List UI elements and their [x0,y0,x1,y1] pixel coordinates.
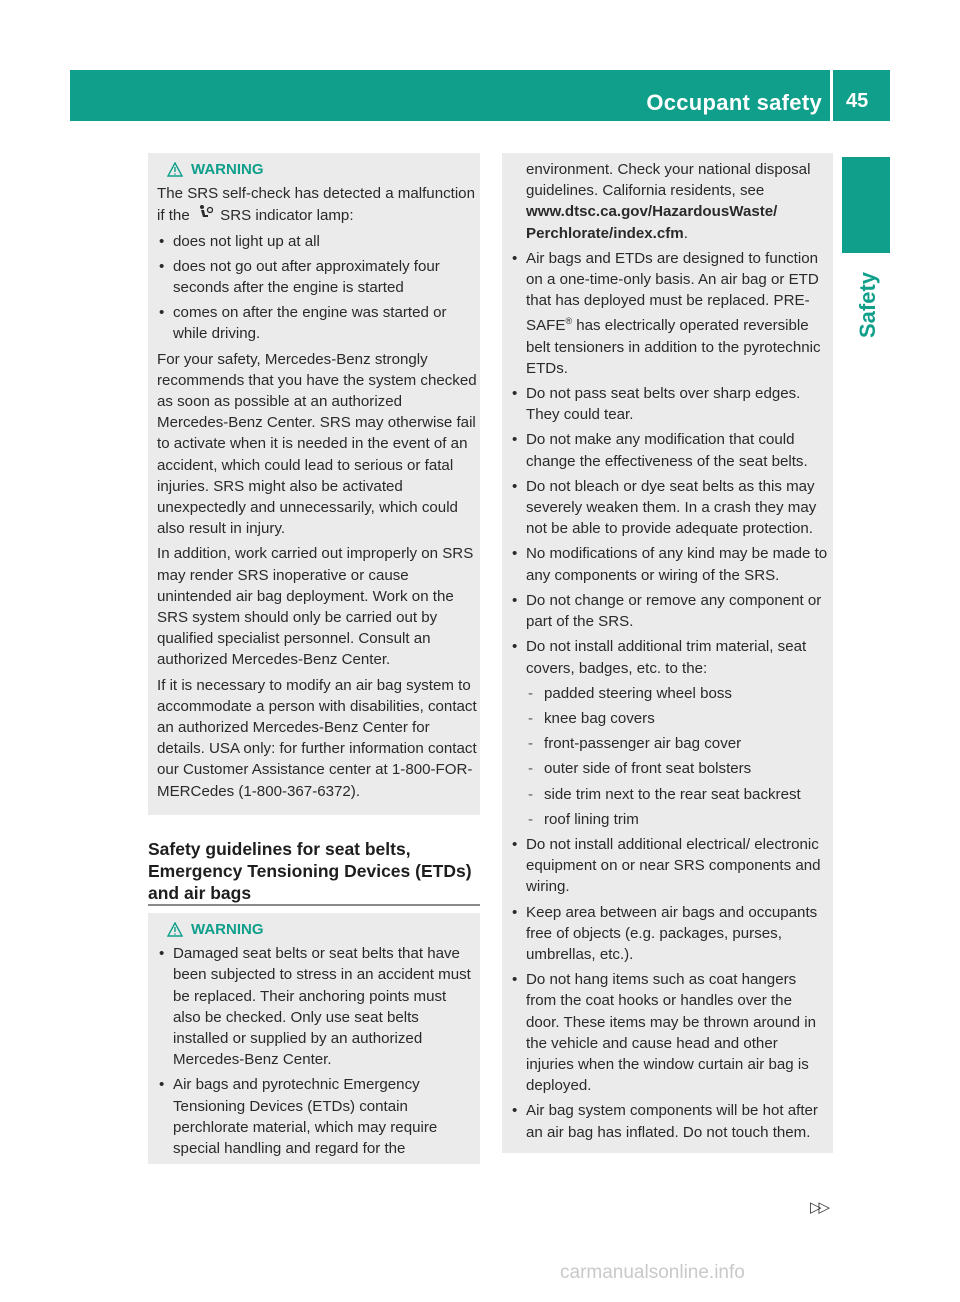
page-number: 45 [846,90,869,112]
warning-heading [157,159,477,180]
list-item: • Do not hang items such as coat hangers from the coat hooks or handles over the door. These items may be thrown around in the vehicle and cause head and other injuries when the window curtain air bag is deployed. [510,969,828,1096]
seatbelt-warning-content [157,919,477,1163]
list-item: • No modifications of any kind may be made to any components or wiring of the SRS. [510,543,828,585]
warning-heading-text: WARNING [191,161,264,178]
list-item: • Do not bleach or dye seat belts as this may severely weaken them. In a crash they may not be able to provide adequate protection. [510,476,828,540]
list-item: • Keep area between air bags and occupants free of objects (e.g. packages, purses, umbrellas, etc.). [510,902,828,966]
list-item: • Air bags and pyrotechnic Emergency Tensioning Devices (ETDs) contain perchlorate material, which may require special handling and regard for the [157,1074,477,1159]
list-item: • Do not install additional electrical/ electronic equipment on or near SRS components and wiring. [510,834,828,898]
header-divider [830,70,833,121]
right-column-content [510,159,828,1147]
airbag-bullet-text: Air bags and ETDs are designed to function on a one-time-only basis. An air bag or ETD that has deployed must be replaced. PRE-SAFE [526,249,819,335]
registered-mark: ® [565,316,573,327]
airbag-bullet-text-end: has electrically operated reversible belt tensioners in addition to the pyrotechnic ETDs. [526,317,821,377]
seatbelt-bullet-list [157,943,477,1159]
trim-bullet-text: Do not install additional trim material, seat covers, badges, etc. to the: [526,638,807,677]
dtsc-link[interactable]: www.dtsc.ca.gov/HazardousWaste/ Perchlorate/index.cfm [526,203,778,242]
footer-watermark: carmanualsonline.info [560,1262,745,1283]
list-item: • does not light up at all [157,231,477,252]
paragraph: In addition, work carried out improperly on SRS may render SRS inoperative or cause unintended air bag deployment. Work on the SRS system should only be carried out by qualified specialist personnel. Consult an authorized Mercedes-Benz Center. [157,545,474,669]
section-heading: Safety guidelines for seat belts, Emergency Tensioning Devices (ETDs) and air bags [148,839,472,903]
section-side-label: Safety [855,271,880,339]
list-item: • Do not make any modification that could change the effectiveness of the seat belts. [510,429,828,471]
list-item: • Damaged seat belts or seat belts that have been subjected to stress in an accident must be replaced. Their anchoring points must also be checked. Only use seat belts installed or supplied by an authorized Mercedes-Benz Center. [157,943,477,1070]
warning-triangle-icon [167,162,183,177]
warning-intro-end: SRS indicator lamp: [220,207,354,225]
continuation-text: environment. Check your national disposal guidelines. California residents, see [526,161,811,200]
list-item [510,248,828,379]
srs-bullet-list [157,231,477,345]
list-item [510,636,828,830]
sub-list-item: - roof lining trim [526,809,828,830]
paragraph: If it is necessary to modify an air bag system to accommodate a person with disabilities, contact an authorized Mercedes-Benz Center for details. USA only: for further information contact our Customer Assistance center at 1-800-FOR-MERCedes (1-800-367-6372). [157,676,477,800]
list-item: • Do not pass seat belts over sharp edges. They could tear. [510,383,828,425]
list-item: • Do not change or remove any component or part of the SRS. [510,590,828,632]
sub-list-item: - outer side of front seat bolsters [526,758,828,779]
warning-heading-text: WARNING [191,921,264,938]
list-item: • comes on after the engine was started or while driving. [157,302,477,344]
warning-intro [157,183,477,226]
continue-arrow-icon: ▷▷ [810,1199,828,1216]
sub-list-item: - knee bag covers [526,708,828,729]
continuation-end: . [683,224,688,242]
sub-list-item: - padded steering wheel boss [526,683,828,704]
sub-list-item: - front-passenger air bag cover [526,733,828,754]
page-title: Occupant safety [646,90,822,115]
list-item: • Air bag system components will be hot after an air bag has inflated. Do not touch them. [510,1100,828,1142]
paragraph: For your safety, Mercedes-Benz strongly recommends that you have the system checked as soon as possible at an authorized Mercedes-Benz Center. SRS may otherwise fail to activate when it is needed in the event of an accident, which could lead to serious or fatal injuries. SRS might also be activated unexpectedly and unnecessarily, which could also result in injury. [157,350,477,538]
warning-triangle-icon [167,922,183,937]
trim-sub-list [526,683,828,830]
sub-list-item: - side trim next to the rear seat backrest [526,784,828,805]
page-header [70,70,890,121]
right-bullet-list [510,248,828,1143]
srs-warning-content [157,159,477,806]
section-divider [148,904,480,906]
warning-intro-start: The SRS self-check has detected a malfunction if the [157,185,475,225]
section-tab [842,157,890,253]
list-item: • does not go out after approximately four seconds after the engine is started [157,256,477,298]
warning-heading [157,919,477,940]
continuation-paragraph [510,159,828,244]
srs-indicator-icon [194,204,216,226]
